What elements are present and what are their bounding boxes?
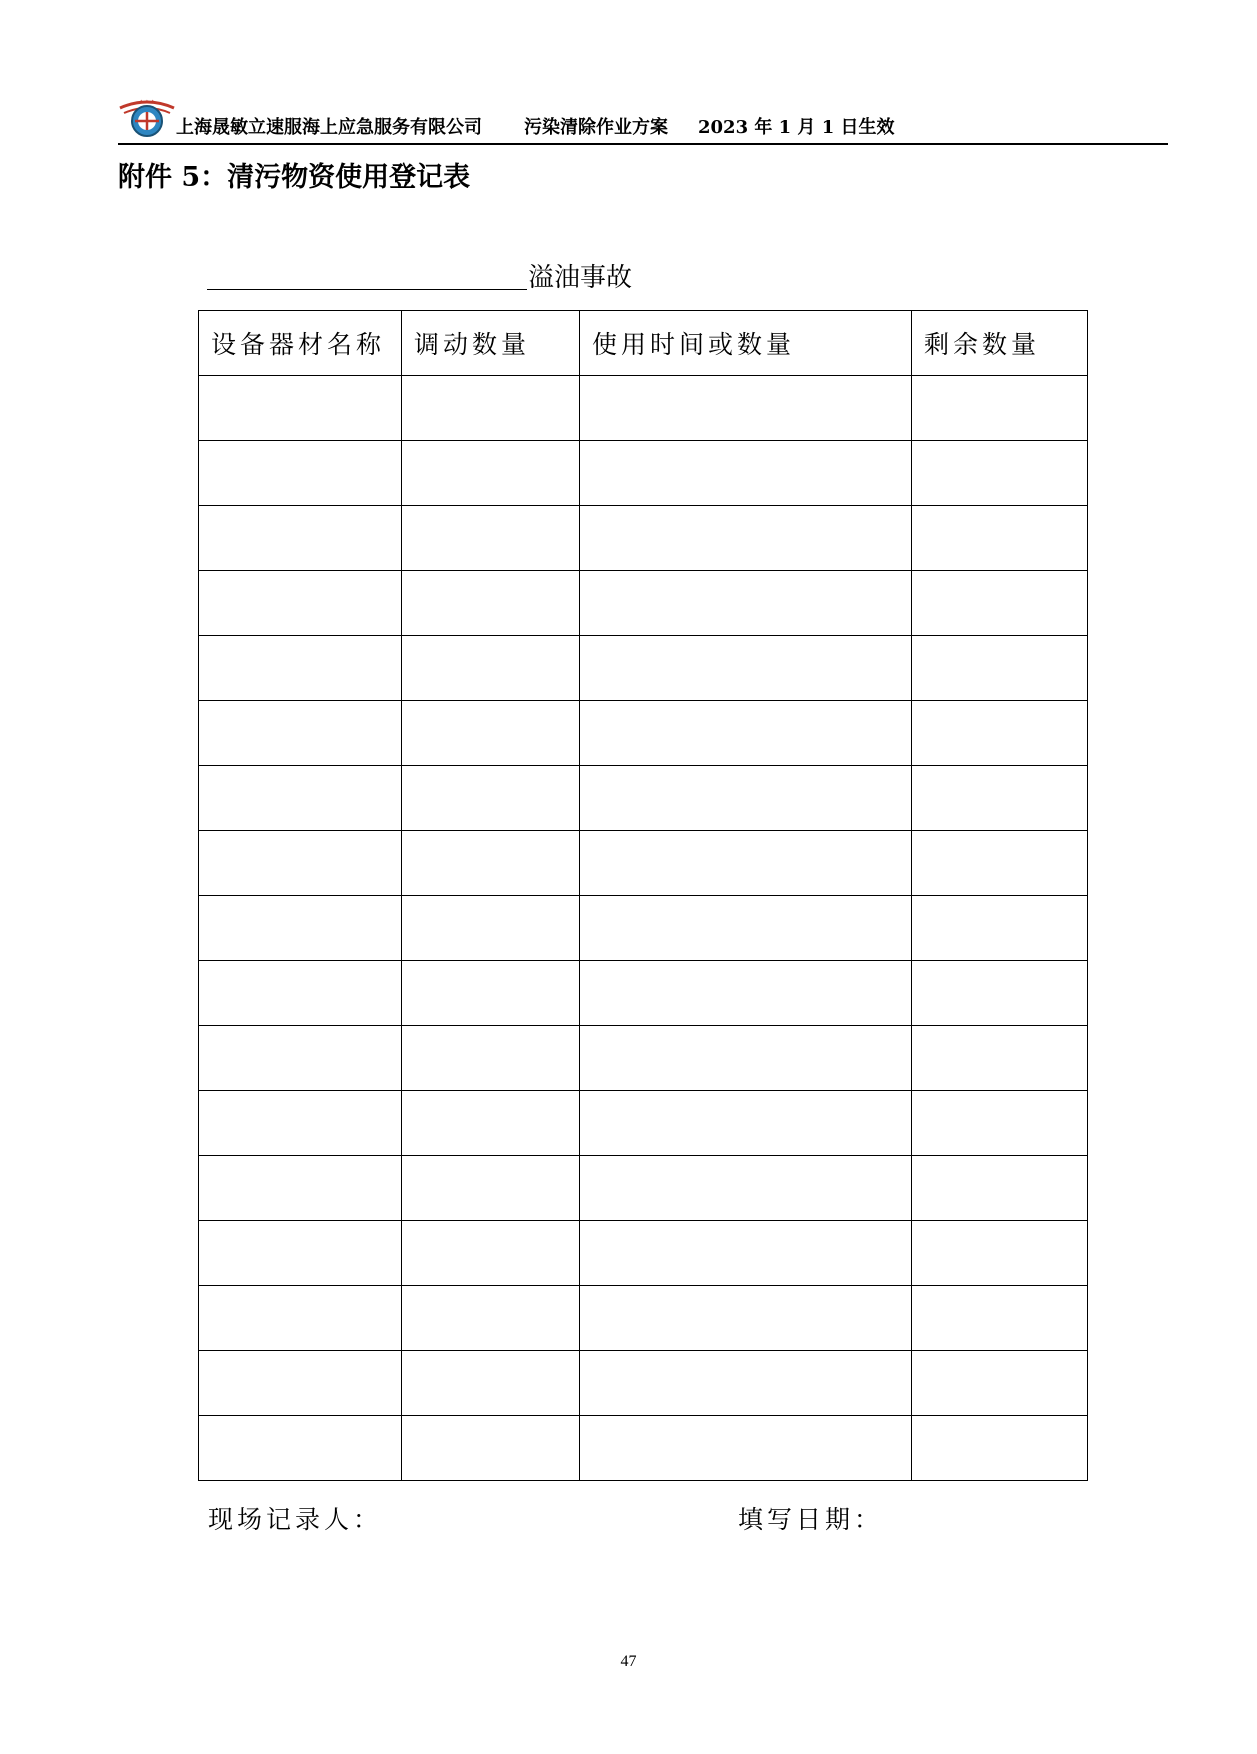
incident-name-blank xyxy=(207,289,527,290)
table-cell xyxy=(199,636,402,701)
fill-date-label: 填写日期： xyxy=(738,1505,884,1534)
table-cell xyxy=(199,506,402,571)
table-cell xyxy=(199,571,402,636)
table-cell xyxy=(402,1416,580,1481)
table-row xyxy=(199,831,1088,896)
table-cell xyxy=(912,896,1088,961)
table-row xyxy=(199,701,1088,766)
table-cell xyxy=(912,441,1088,506)
table-cell xyxy=(580,1416,912,1481)
table-cell xyxy=(912,1351,1088,1416)
table-row xyxy=(199,896,1088,961)
table-row xyxy=(199,506,1088,571)
table-cell xyxy=(912,961,1088,1026)
table-cell xyxy=(199,1286,402,1351)
column-header-equipment: 设备器材名称 xyxy=(199,311,402,376)
table-cell xyxy=(402,1156,580,1221)
table-cell xyxy=(402,636,580,701)
header-document-title: 污染清除作业方案 xyxy=(524,117,668,138)
table-header-row xyxy=(199,311,1088,376)
table-cell xyxy=(199,376,402,441)
table-row xyxy=(199,1026,1088,1091)
table-cell xyxy=(402,896,580,961)
table-row xyxy=(199,1156,1088,1221)
table-cell xyxy=(199,896,402,961)
table-cell xyxy=(912,766,1088,831)
table-cell xyxy=(580,701,912,766)
table-cell xyxy=(402,571,580,636)
table-cell xyxy=(912,1091,1088,1156)
table-cell xyxy=(580,1026,912,1091)
table-cell xyxy=(199,961,402,1026)
materials-register-table xyxy=(198,310,1088,1481)
header-company: 上海晟敏立速服海上应急服务有限公司 xyxy=(176,117,482,138)
table-cell xyxy=(580,1221,912,1286)
table-cell xyxy=(199,1156,402,1221)
header-effective-date: 2023 年 1 月 1 日生效 xyxy=(698,117,895,138)
table-row xyxy=(199,1416,1088,1481)
table-cell xyxy=(912,571,1088,636)
table-cell xyxy=(199,1416,402,1481)
table-cell xyxy=(580,1286,912,1351)
company-emblem-icon xyxy=(118,94,176,138)
table-cell xyxy=(199,766,402,831)
table-cell xyxy=(580,506,912,571)
table-cell xyxy=(199,1026,402,1091)
table-row xyxy=(199,441,1088,506)
table-cell xyxy=(580,636,912,701)
table-cell xyxy=(199,1091,402,1156)
table-row xyxy=(199,1091,1088,1156)
table-cell xyxy=(402,506,580,571)
table-cell xyxy=(402,1091,580,1156)
table-cell xyxy=(912,506,1088,571)
table-cell xyxy=(402,701,580,766)
incident-label: 溢油事故 xyxy=(528,263,633,293)
table-cell xyxy=(199,831,402,896)
running-header xyxy=(176,116,894,140)
table-cell xyxy=(912,636,1088,701)
table-cell xyxy=(912,701,1088,766)
table-cell xyxy=(912,1156,1088,1221)
table-row xyxy=(199,961,1088,1026)
header-divider xyxy=(118,143,1168,145)
table-row xyxy=(199,766,1088,831)
table-cell xyxy=(580,441,912,506)
table-cell xyxy=(580,831,912,896)
table-cell xyxy=(912,1221,1088,1286)
table-cell xyxy=(912,1416,1088,1481)
column-header-dispatched: 调动数量 xyxy=(402,311,580,376)
table-row xyxy=(199,636,1088,701)
table-cell xyxy=(402,441,580,506)
table-cell xyxy=(580,766,912,831)
table-row xyxy=(199,376,1088,441)
table-cell xyxy=(912,1286,1088,1351)
table-cell xyxy=(199,701,402,766)
column-header-remaining: 剩余数量 xyxy=(912,311,1088,376)
table-cell xyxy=(580,896,912,961)
table-row xyxy=(199,1221,1088,1286)
table-cell xyxy=(912,831,1088,896)
table-cell xyxy=(580,376,912,441)
table-cell xyxy=(199,1221,402,1286)
section-title: 附件 5：清污物资使用登记表 xyxy=(118,162,471,193)
table-cell xyxy=(580,961,912,1026)
table-cell xyxy=(402,1221,580,1286)
table-cell xyxy=(402,831,580,896)
table-cell xyxy=(580,1156,912,1221)
recorder-label: 现场记录人： xyxy=(208,1505,383,1534)
table-cell xyxy=(580,1091,912,1156)
table-cell xyxy=(580,1351,912,1416)
table-cell xyxy=(402,961,580,1026)
svg-text:✦ ✦ ✦: ✦ ✦ ✦ xyxy=(139,99,155,105)
table-cell xyxy=(912,376,1088,441)
table-cell xyxy=(580,571,912,636)
column-header-usage: 使用时间或数量 xyxy=(580,311,912,376)
table-row xyxy=(199,1351,1088,1416)
table-row xyxy=(199,1286,1088,1351)
table-cell xyxy=(402,1286,580,1351)
table-cell xyxy=(402,1351,580,1416)
table-cell xyxy=(402,1026,580,1091)
table-row xyxy=(199,571,1088,636)
table-body xyxy=(199,376,1088,1481)
table-cell xyxy=(199,1351,402,1416)
table-cell xyxy=(402,766,580,831)
table-cell xyxy=(402,376,580,441)
table-cell xyxy=(912,1026,1088,1091)
table-cell xyxy=(199,441,402,506)
page-number: 47 xyxy=(620,1653,637,1670)
